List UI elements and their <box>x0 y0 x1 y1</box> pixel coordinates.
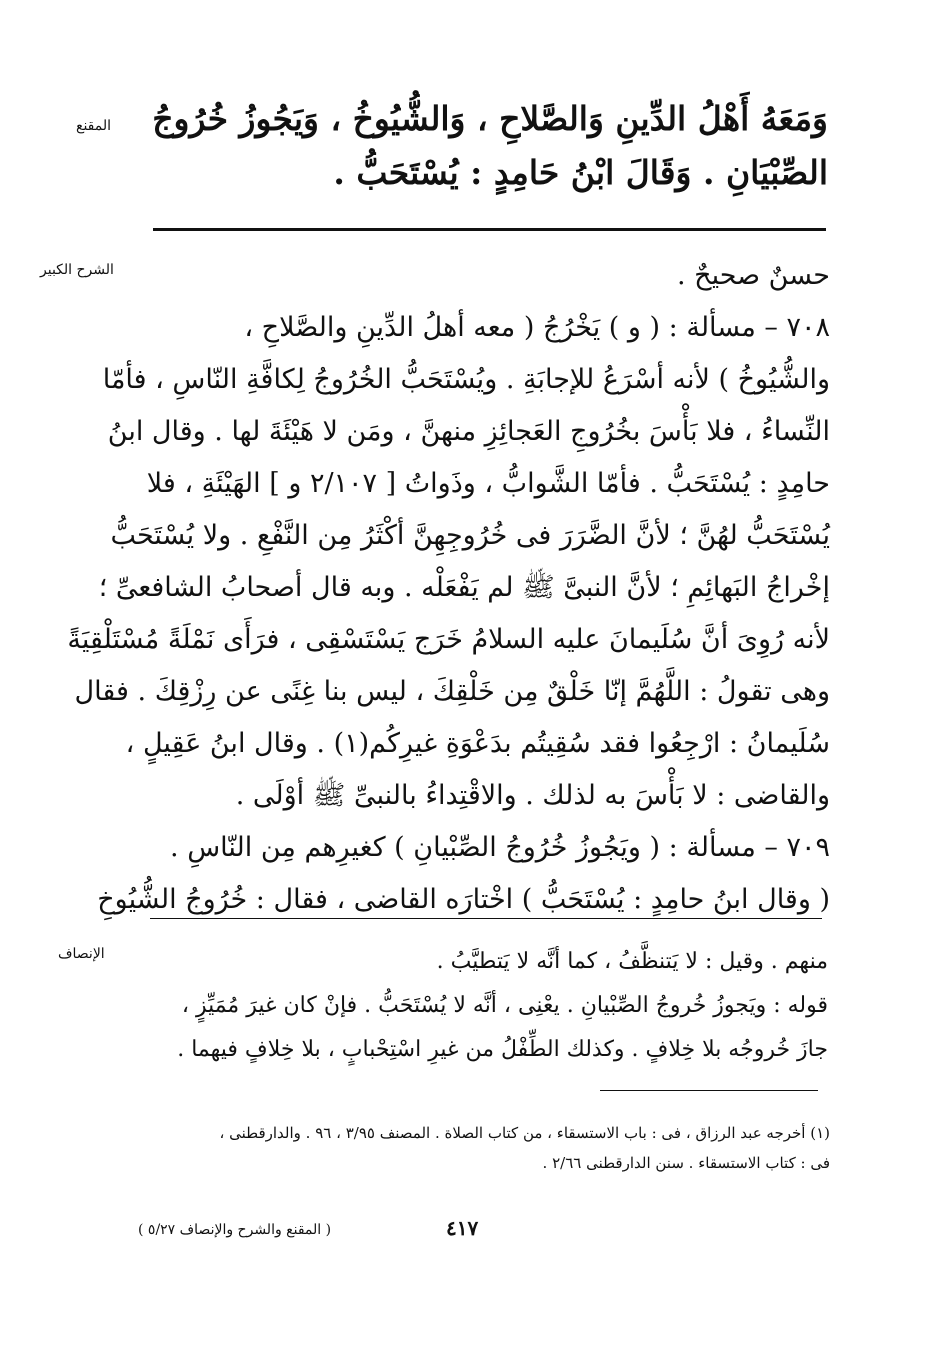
section-label-muqni: المقنع <box>76 118 112 134</box>
sharh-line: إخْراجُ البَهائِمِ ؛ لأنَّ النبىَّ ﷺ لم يَفْعَلْه . وبه قال أصحابُ الشافعىِّ ؛ <box>98 572 830 603</box>
page-number: ٤١٧ <box>446 1216 479 1240</box>
insaf-text <box>150 940 828 1072</box>
sharh-line: والشُّيُوخُ ) لأنه أسْرَعُ للإجابَةِ . ويُسْتَحَبُّ الخُرُوجُ لِكافَّةِ النّاسِ ، فأمّا <box>102 364 830 395</box>
sharh-line: حامِدٍ : يُسْتَحَبُّ . فأمّا الشَّوابُّ ، وذَواتُ [ ٢/١٠٧ و ] الهَيْئَةِ ، فلا <box>146 468 830 499</box>
section-divider-thick <box>153 228 826 231</box>
sharh-line: النِّساءُ ، فلا بَأْسَ بخُرُوجِ العَجائِزِ منهنَّ ، ومَن لا هَيْئَةَ لها . وقال ابنُ <box>107 416 830 447</box>
sharh-line: ( وقال ابنُ حامِدٍ : يُسْتَحَبُّ ) اخْتارَه القاضى ، فقال : خُرُوجُ الشُّيُوخِ <box>97 884 830 915</box>
footnote-divider <box>600 1090 818 1091</box>
sharh-line: ٧٠٨ – مسألة : ( و ) يَخْرُجُ ( معه أهلُ الدِّينِ والصَّلاحِ ، <box>244 312 830 343</box>
sharh-line: لأنه رُوِىَ أنَّ سُلَيمانَ عليه السلامُ خَرَج يَسْتَسْقِى ، فرَأَى نَمْلَةً مُسْتَلْقِيَةً <box>67 624 830 655</box>
sharh-line: حسنٌ صحيحٌ . <box>676 260 830 291</box>
insaf-line: منهم . وقيل : لا يَتنظَّفُ ، كما أنَّه لا يَتطيَّبُ . <box>436 949 828 974</box>
section-label-insaf: الإنصاف <box>58 946 105 962</box>
footnote-line: فى : كتاب الاستسقاء . سنن الدارقطنى ٢/٦٦ . <box>542 1154 830 1172</box>
sharh-line: سُلَيمانُ : ارْجِعُوا فقد سُقِيتُم بدَعْوَةِ غيرِكُم(١) . وقال ابنُ عَقِيلٍ ، <box>125 728 830 759</box>
volume-reference: ( المقنع والشرح والإنصاف ٥/٢٧ ) <box>138 1222 332 1238</box>
footnotes <box>150 1118 830 1178</box>
sharh-line: والقاضى : لا بَأْسَ به لذلك . والاقْتِداءُ بالنبىِّ ﷺ أوْلَى . <box>235 780 830 811</box>
matn-text <box>150 92 828 200</box>
section-label-sharh: الشرح الكبير <box>40 262 114 278</box>
footnote-line: (١) أخرجه عبد الرزاق ، فى : باب الاستسقاء ، من كتاب الصلاة . المصنف ٣/٩٥ ، ٩٦ . والدارقطنى ، <box>219 1124 830 1142</box>
matn-line: وَمَعَهُ أَهْلُ الدِّينِ وَالصَّلاحِ ، وَالشُّيُوخُ ، وَيَجُوزُ خُرُوجُ <box>152 99 828 138</box>
sharh-line: يُسْتَحَبُّ لهُنَّ ؛ لأنَّ الضَّرَرَ فى خُرُوجِهِنَّ أكْثَرُ مِن النَّفْعِ . ولا يُسْتَحَبُّ <box>110 520 830 551</box>
insaf-line: جازَ خُروجُه بلا خِلافٍ . وكذلك الطِّفْلُ من غيرِ اسْتِحْبابٍ ، بلا خِلافٍ فيهما . <box>177 1037 828 1062</box>
insaf-line: قوله : ويَجوزُ خُروجُ الصِّبْيانِ . يعْنِى ، أنَّه لا يُسْتَحَبُّ . فإنْ كان غيرَ مُمَيِّزٍ ، <box>181 993 828 1018</box>
section-divider-thin <box>150 918 822 919</box>
sharh-line: ٧٠٩ – مسألة : ( ويَجُوزُ خُرُوجُ الصِّبْيانِ ) كغيرِهم مِن النّاسِ . <box>170 832 830 863</box>
sharh-line: وهى تقولُ : اللَّهُمَّ إنّا خَلْقٌ مِن خَلْقِكَ ، ليس بنا غِنًى عن رِزْقِكَ . فقال <box>74 676 830 707</box>
matn-line: الصِّبْيَانِ . وَقَالَ ابْنُ حَامِدٍ : يُسْتَحَبُّ . <box>333 153 828 192</box>
